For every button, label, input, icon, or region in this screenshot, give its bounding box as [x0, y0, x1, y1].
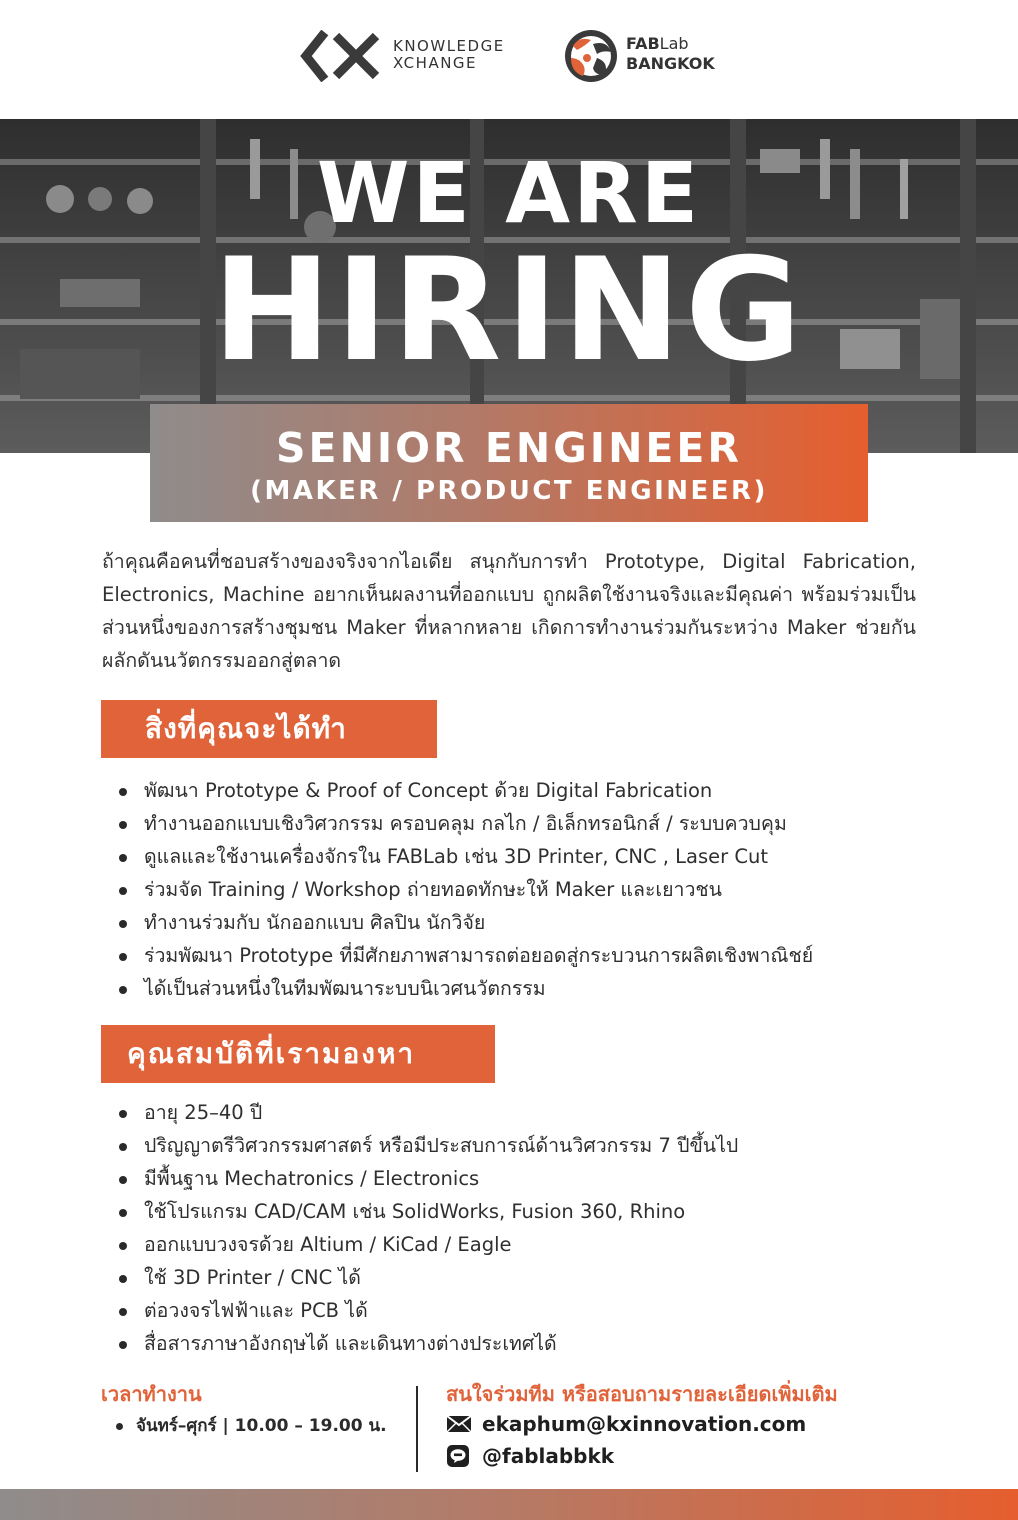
list-item: ต่อวงจรไฟฟ้าและ PCB ได้	[118, 1294, 738, 1327]
contact-email-link[interactable]: ekaphum@kxinnovation.com	[482, 1412, 807, 1436]
contact-heading: สนใจร่วมทีม หรือสอบถามรายละเอียดเพิ่มเติม	[446, 1382, 838, 1406]
list-item: ปริญญาตรีวิศวกรรมศาสตร์ หรือมีประสบการณ์ด้านวิศวกรรม 7 ปีขึ้นไป	[118, 1129, 738, 1162]
list-item: ได้เป็นส่วนหนึ่งในทีมพัฒนาระบบนิเวศนวัตกรรม	[118, 972, 813, 1005]
working-hours-value: จันทร์–ศุกร์ | 10.00 – 19.00 น.	[116, 1412, 387, 1440]
contact-email-row[interactable]	[446, 1410, 806, 1438]
contact-line-id[interactable]: @fablabbkk	[482, 1444, 615, 1468]
list-item: ทำงานร่วมกับ นักออกแบบ ศิลปิน นักวิจัย	[118, 906, 813, 939]
list-item: ใช้โปรแกรม CAD/CAM เช่น SolidWorks, Fusion 360, Rhino	[118, 1195, 738, 1228]
list-item: ดูแลและใช้งานเครื่องจักรใน FABLab เช่น 3D Printer, CNC , Laser Cut	[118, 840, 813, 873]
bottom-gradient-bar	[0, 1489, 1018, 1520]
qualifications-heading: คุณสมบัติที่เรามองหา	[101, 1025, 495, 1083]
duties-heading: สิ่งที่คุณจะได้ทำ	[101, 700, 437, 758]
list-item: สื่อสารภาษาอังกฤษได้ และเดินทางต่างประเทศได้	[118, 1327, 738, 1360]
list-item: อายุ 25–40 ปี	[118, 1096, 738, 1129]
position-subtitle: (MAKER / PRODUCT ENGINEER)	[250, 476, 768, 506]
list-item: มีพื้นฐาน Mechatronics / Electronics	[118, 1162, 738, 1195]
contact-line-row[interactable]	[446, 1442, 614, 1470]
list-item: ใช้ 3D Printer / CNC ได้	[118, 1261, 738, 1294]
list-item: ร่วมจัด Training / Workshop ถ่ายทอดทักษะให้ Maker และเยาวชน	[118, 873, 813, 906]
hero-workshop-photo	[0, 119, 1018, 453]
intro-paragraph: ถ้าคุณคือคนที่ชอบสร้างของจริงจากไอเดีย สนุกกับการทำ Prototype, Digital Fabrication, Electronics, Machine อยากเห็นผลงานที่ออกแบบ ถูกผลิตใช้งานจริงและมีคุณค่า พร้อมร่วมเป็นส่วนหนึ่งของการสร้างชุมชน Maker ที่หลากหลาย เกิดการทำงานร่วมกันระหว่าง Maker ช่วยกันผลักดันนวัตกรรมออกสู่ตลาด	[102, 550, 916, 672]
position-banner	[150, 404, 868, 522]
position-title: SENIOR ENGINEER	[276, 424, 742, 472]
working-hours-heading: เวลาทำงาน	[101, 1382, 202, 1406]
kx-logo-text: KNOWLEDGE XCHANGE	[393, 37, 505, 72]
envelope-icon	[446, 1412, 476, 1436]
list-item: พัฒนา Prototype & Proof of Concept ด้วย Digital Fabrication	[118, 774, 813, 807]
logo-bar	[0, 24, 1018, 94]
qualifications-list	[118, 1096, 738, 1360]
list-item: ร่วมพัฒนา Prototype ที่มีศักยภาพสามารถต่อยอดสู่กระบวนการผลิตเชิงพาณิชย์	[118, 939, 813, 972]
list-item: ออกแบบวงจรด้วย Altium / KiCad / Eagle	[118, 1228, 738, 1261]
hero-title-hiring: HIRING	[212, 228, 806, 393]
duties-list	[118, 774, 813, 1005]
kx-logo-icon	[300, 30, 386, 82]
footer-divider	[416, 1386, 418, 1472]
fablab-logo-text: FABLab BANGKOK	[626, 34, 715, 73]
line-chat-icon	[446, 1444, 476, 1468]
hero-title-we-are: WE ARE	[316, 144, 702, 242]
fablab-logo-icon	[563, 28, 619, 84]
list-item: ทำงานออกแบบเชิงวิศวกรรม ครอบคลุม กลไก / อิเล็กทรอนิกส์ / ระบบควบคุม	[118, 807, 813, 840]
